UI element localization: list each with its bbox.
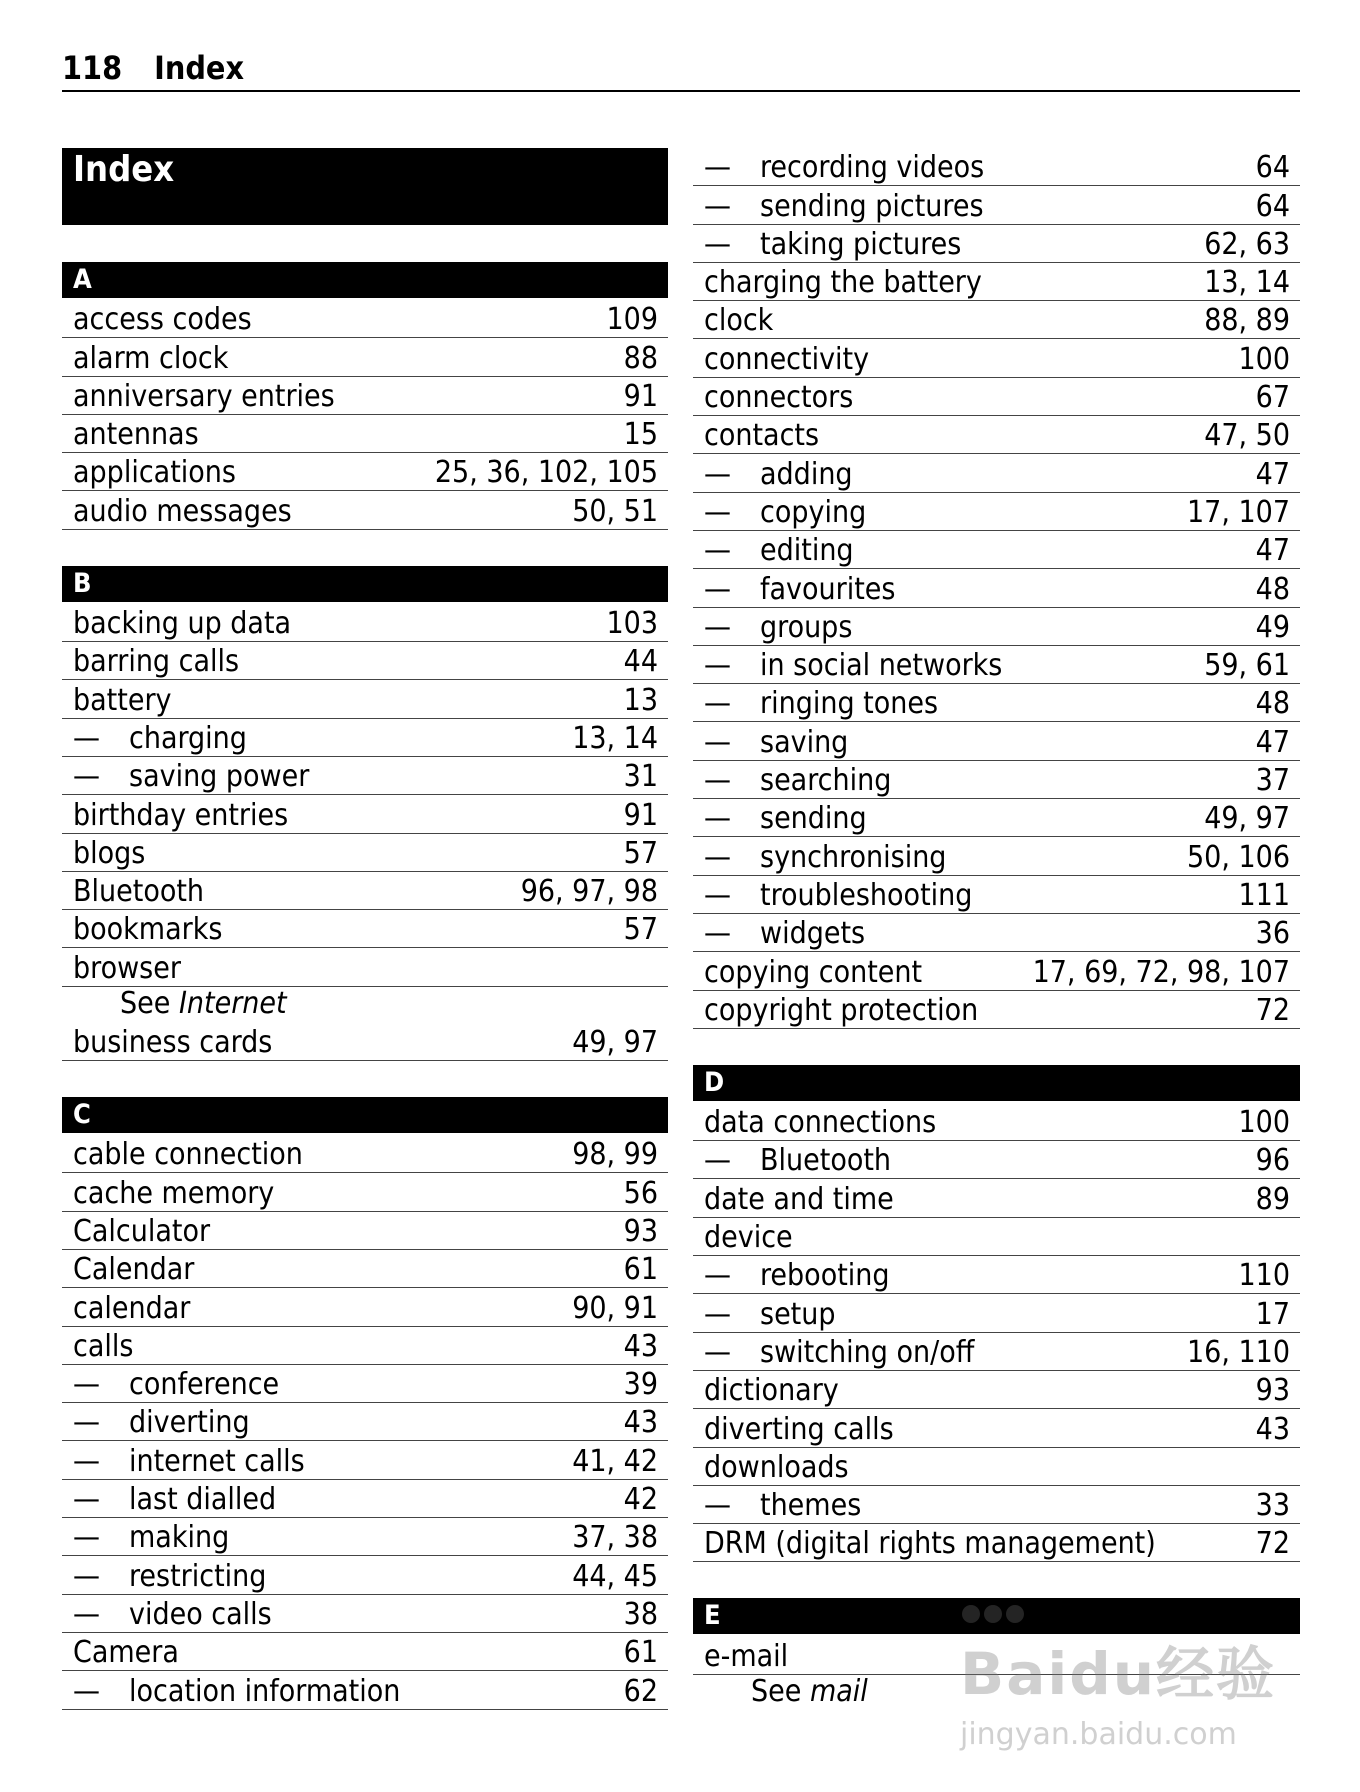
entry-term: charging the battery xyxy=(704,265,982,301)
entry-pages: 88 xyxy=(623,340,658,376)
entry-pages: 56 xyxy=(623,1175,658,1211)
watermark-url: jingyan.baidu.com xyxy=(960,1717,1237,1752)
index-entry xyxy=(693,339,1300,377)
letter-group-d xyxy=(693,1065,1300,1563)
entry-term: blogs xyxy=(73,835,146,871)
index-entry xyxy=(693,301,1300,339)
entry-term: — setup xyxy=(704,1298,836,1332)
entry-pages: 16, 110 xyxy=(1187,1334,1290,1370)
index-subentry xyxy=(62,1671,668,1709)
index-entry xyxy=(693,1409,1300,1447)
entry-term: — sending pictures xyxy=(704,190,984,224)
entry-term: — themes xyxy=(704,1489,861,1523)
entry-term: Bluetooth xyxy=(73,874,205,910)
entry-pages: 64 xyxy=(1255,188,1290,224)
entry-term: Calculator xyxy=(73,1213,211,1249)
entry-term: — making xyxy=(73,1521,229,1555)
entry-pages: 93 xyxy=(1255,1373,1290,1409)
entry-term: DRM (digital rights management) xyxy=(704,1526,1156,1562)
entry-term: access codes xyxy=(73,302,252,338)
index-entry xyxy=(62,1633,668,1671)
left-column xyxy=(62,148,668,1746)
entry-term: downloads xyxy=(704,1449,849,1485)
entry-term: connectors xyxy=(704,380,854,416)
index-subentry xyxy=(693,225,1300,263)
index-entry xyxy=(62,642,668,680)
index-entry xyxy=(693,1371,1300,1409)
index-entry xyxy=(62,604,668,642)
entry-term: — in social networks xyxy=(704,649,1002,683)
entry-pages: 25, 36, 102, 105 xyxy=(434,455,658,491)
index-entry xyxy=(62,1327,668,1365)
entry-term: — favourites xyxy=(704,573,895,607)
index-subentry xyxy=(693,799,1300,837)
entry-term: Calendar xyxy=(73,1252,195,1288)
left-groups xyxy=(62,262,668,1710)
see-label: See xyxy=(751,1673,802,1709)
entry-pages: 13 xyxy=(623,682,658,718)
entry-pages: 109 xyxy=(606,302,658,338)
entry-term: cache memory xyxy=(73,1175,275,1211)
entry-pages: 47, 50 xyxy=(1204,418,1290,454)
letter-group-c xyxy=(62,1097,668,1709)
entry-term: — Bluetooth xyxy=(704,1144,891,1178)
entry-pages: 57 xyxy=(623,912,658,948)
entry-term: — diverting xyxy=(73,1406,250,1440)
index-subentry xyxy=(62,1595,668,1633)
entry-pages: 13, 14 xyxy=(1204,265,1290,301)
letter-heading: C xyxy=(62,1097,668,1133)
entry-pages: 33 xyxy=(1255,1488,1290,1524)
watermark-logo-text: Baidu经验 xyxy=(960,1640,1277,1708)
entry-pages: 48 xyxy=(1255,571,1290,607)
entry-term: browser xyxy=(73,950,181,986)
entry-pages: 49 xyxy=(1255,609,1290,645)
right-column xyxy=(693,148,1300,1747)
index-subentry xyxy=(62,1518,668,1556)
index-subentry xyxy=(693,454,1300,492)
entry-term: device xyxy=(704,1220,793,1256)
entry-term: diverting calls xyxy=(704,1411,894,1447)
index-subentry xyxy=(693,531,1300,569)
index-subentry xyxy=(62,757,668,795)
entry-term: anniversary entries xyxy=(73,378,335,414)
index-entry xyxy=(62,834,668,872)
index-entry xyxy=(693,378,1300,416)
entry-term: — saving xyxy=(704,726,848,760)
entry-term: alarm clock xyxy=(73,340,229,376)
entry-term: — last dialled xyxy=(73,1483,276,1517)
entry-pages: 100 xyxy=(1238,1105,1290,1141)
index-entry xyxy=(62,453,668,491)
entry-term: — adding xyxy=(704,458,853,492)
index-entry xyxy=(62,1288,668,1326)
index-entry xyxy=(62,680,668,718)
entry-pages: 15 xyxy=(623,417,658,453)
entry-term: — location information xyxy=(73,1675,400,1709)
index-entry xyxy=(62,338,668,376)
index-subentry xyxy=(693,1256,1300,1294)
entry-term: copying content xyxy=(704,954,923,990)
index-subentry xyxy=(693,569,1300,607)
entry-term: — saving power xyxy=(73,760,309,794)
entry-term: — video calls xyxy=(73,1598,272,1632)
see-label: See xyxy=(120,985,171,1021)
letter-heading: B xyxy=(62,566,668,602)
index-subentry xyxy=(693,761,1300,799)
entry-pages: 37 xyxy=(1255,763,1290,799)
entry-pages: 17 xyxy=(1255,1296,1290,1332)
entry-pages: 44 xyxy=(623,644,658,680)
entry-pages: 43 xyxy=(623,1405,658,1441)
entry-pages: 72 xyxy=(1255,992,1290,1028)
index-entry xyxy=(62,1135,668,1173)
index-entry xyxy=(693,1179,1300,1217)
entry-pages: 38 xyxy=(623,1596,658,1632)
entry-pages: 57 xyxy=(623,835,658,871)
index-entry xyxy=(693,1218,1300,1256)
entry-pages: 50, 106 xyxy=(1187,839,1290,875)
index-entry xyxy=(62,300,668,338)
entry-pages: 48 xyxy=(1255,686,1290,722)
entry-pages: 50, 51 xyxy=(572,493,658,529)
baidu-watermark xyxy=(960,1605,1300,1750)
letter-group-b xyxy=(62,566,668,1061)
entry-term: calls xyxy=(73,1328,134,1364)
entry-term: audio messages xyxy=(73,493,292,529)
entry-term: — copying xyxy=(704,496,866,530)
entry-term: copyright protection xyxy=(704,992,979,1028)
index-subentry xyxy=(693,914,1300,952)
entry-pages: 89 xyxy=(1255,1181,1290,1217)
index-entry xyxy=(62,910,668,948)
entry-pages: 42 xyxy=(623,1482,658,1518)
entry-term: — taking pictures xyxy=(704,228,961,262)
index-entry xyxy=(62,1250,668,1288)
entry-term: e-mail xyxy=(704,1638,789,1674)
entry-pages: 43 xyxy=(623,1328,658,1364)
entry-term: — switching on/off xyxy=(704,1336,974,1370)
index-subentry xyxy=(693,148,1300,186)
index-heading: Index xyxy=(62,148,668,225)
entry-term: — searching xyxy=(704,764,891,798)
letter-heading: D xyxy=(693,1065,1300,1101)
index-subentry xyxy=(693,186,1300,224)
entry-pages: 44, 45 xyxy=(572,1558,658,1594)
entry-pages: 98, 99 xyxy=(572,1137,658,1173)
page-header xyxy=(62,46,1300,92)
entry-term: cable connection xyxy=(73,1137,303,1173)
entry-term: — widgets xyxy=(704,917,865,951)
index-entry xyxy=(693,952,1300,990)
entry-pages: 59, 61 xyxy=(1204,648,1290,684)
entry-term: bookmarks xyxy=(73,912,223,948)
entry-term: calendar xyxy=(73,1290,191,1326)
entry-pages: 47 xyxy=(1255,456,1290,492)
entry-term: birthday entries xyxy=(73,797,289,833)
index-entry xyxy=(62,872,668,910)
entry-term: — ringing tones xyxy=(704,687,938,721)
entry-pages: 88, 89 xyxy=(1204,303,1290,339)
index-subentry xyxy=(62,1365,668,1403)
entry-term: barring calls xyxy=(73,644,240,680)
see-target: Internet xyxy=(178,985,287,1021)
entry-pages: 17, 69, 72, 98, 107 xyxy=(1032,954,1290,990)
index-entry xyxy=(62,1173,668,1211)
index-subentry xyxy=(693,1333,1300,1371)
entry-term: business cards xyxy=(73,1025,273,1061)
index-subentry xyxy=(693,608,1300,646)
entry-term: battery xyxy=(73,682,172,718)
entry-term: antennas xyxy=(73,417,199,453)
entry-pages: 31 xyxy=(623,759,658,795)
entry-term: — rebooting xyxy=(704,1259,890,1293)
index-subentry xyxy=(693,1486,1300,1524)
entry-pages: 93 xyxy=(623,1213,658,1249)
entry-term: — charging xyxy=(73,722,247,756)
entry-pages: 110 xyxy=(1238,1258,1290,1294)
index-entry xyxy=(693,1524,1300,1562)
entry-pages: 47 xyxy=(1255,724,1290,760)
see-target: mail xyxy=(809,1673,868,1709)
entry-pages: 49, 97 xyxy=(1204,801,1290,837)
entry-pages: 96 xyxy=(1255,1143,1290,1179)
letter-heading: E xyxy=(693,1598,1300,1634)
index-entry xyxy=(62,377,668,415)
entry-pages: 41, 42 xyxy=(572,1443,658,1479)
running-title: Index xyxy=(154,49,245,87)
index-subentry xyxy=(62,1556,668,1594)
index-subentry xyxy=(693,1141,1300,1179)
entry-pages: 103 xyxy=(606,606,658,642)
index-subentry xyxy=(693,646,1300,684)
entry-pages: 62, 63 xyxy=(1204,226,1290,262)
index-subentry xyxy=(693,1294,1300,1332)
entry-term: — synchronising xyxy=(704,841,946,875)
see-reference xyxy=(62,987,668,1023)
entry-pages: 100 xyxy=(1238,341,1290,377)
entry-term: — groups xyxy=(704,611,852,645)
entry-pages: 39 xyxy=(623,1367,658,1403)
index-subentry xyxy=(693,837,1300,875)
index-entry xyxy=(62,1023,668,1061)
entry-term: — restricting xyxy=(73,1560,266,1594)
entry-term: — internet calls xyxy=(73,1445,305,1479)
entry-term: applications xyxy=(73,455,236,491)
entry-pages: 90, 91 xyxy=(572,1290,658,1326)
entry-pages: 36 xyxy=(1255,916,1290,952)
index-entry xyxy=(693,263,1300,301)
entry-term: Camera xyxy=(73,1635,179,1671)
letter-group-a xyxy=(62,262,668,530)
entry-pages: 67 xyxy=(1255,380,1290,416)
index-subentry xyxy=(693,876,1300,914)
entry-pages: 91 xyxy=(623,797,658,833)
entry-pages: 91 xyxy=(623,378,658,414)
entry-term: — editing xyxy=(704,534,854,568)
letter-heading: A xyxy=(62,262,668,298)
entry-pages: 72 xyxy=(1255,1526,1290,1562)
index-entry xyxy=(62,491,668,529)
entry-term: — sending xyxy=(704,802,867,836)
entry-pages: 49, 97 xyxy=(572,1025,658,1061)
entry-term: — recording videos xyxy=(704,151,984,185)
entry-pages: 17, 107 xyxy=(1187,494,1290,530)
entry-term: backing up data xyxy=(73,606,292,642)
entry-term: connectivity xyxy=(704,341,870,377)
index-subentry xyxy=(62,719,668,757)
entry-pages: 43 xyxy=(1255,1411,1290,1447)
entry-pages: 62 xyxy=(623,1673,658,1709)
index-entry xyxy=(62,415,668,453)
page-number: 118 xyxy=(62,49,123,87)
index-subentry xyxy=(693,684,1300,722)
entry-term: clock xyxy=(704,303,774,339)
index-subentry xyxy=(693,493,1300,531)
index-subentry xyxy=(62,1441,668,1479)
entry-pages: 61 xyxy=(623,1635,658,1671)
index-entry xyxy=(62,948,668,986)
index-entry xyxy=(62,1212,668,1250)
entry-term: dictionary xyxy=(704,1373,839,1409)
entry-pages: 64 xyxy=(1255,150,1290,186)
entry-term: — conference xyxy=(73,1368,279,1402)
right-continued-entries xyxy=(693,148,1300,1029)
entry-pages: 111 xyxy=(1238,877,1290,913)
entry-term: — troubleshooting xyxy=(704,879,972,913)
index-entry xyxy=(693,1103,1300,1141)
entry-pages: 96, 97, 98 xyxy=(520,874,658,910)
index-subentry xyxy=(693,722,1300,760)
entry-term: date and time xyxy=(704,1181,894,1217)
index-entry xyxy=(693,416,1300,454)
index-entry xyxy=(693,1448,1300,1486)
entry-pages: 47 xyxy=(1255,533,1290,569)
index-subentry xyxy=(62,1480,668,1518)
index-entry xyxy=(693,991,1300,1029)
entry-term: data connections xyxy=(704,1105,937,1141)
index-subentry xyxy=(62,1403,668,1441)
index-entry xyxy=(62,795,668,833)
entry-pages: 37, 38 xyxy=(572,1520,658,1556)
entry-pages: 61 xyxy=(623,1252,658,1288)
entry-term: contacts xyxy=(704,418,820,454)
entry-pages: 13, 14 xyxy=(572,720,658,756)
